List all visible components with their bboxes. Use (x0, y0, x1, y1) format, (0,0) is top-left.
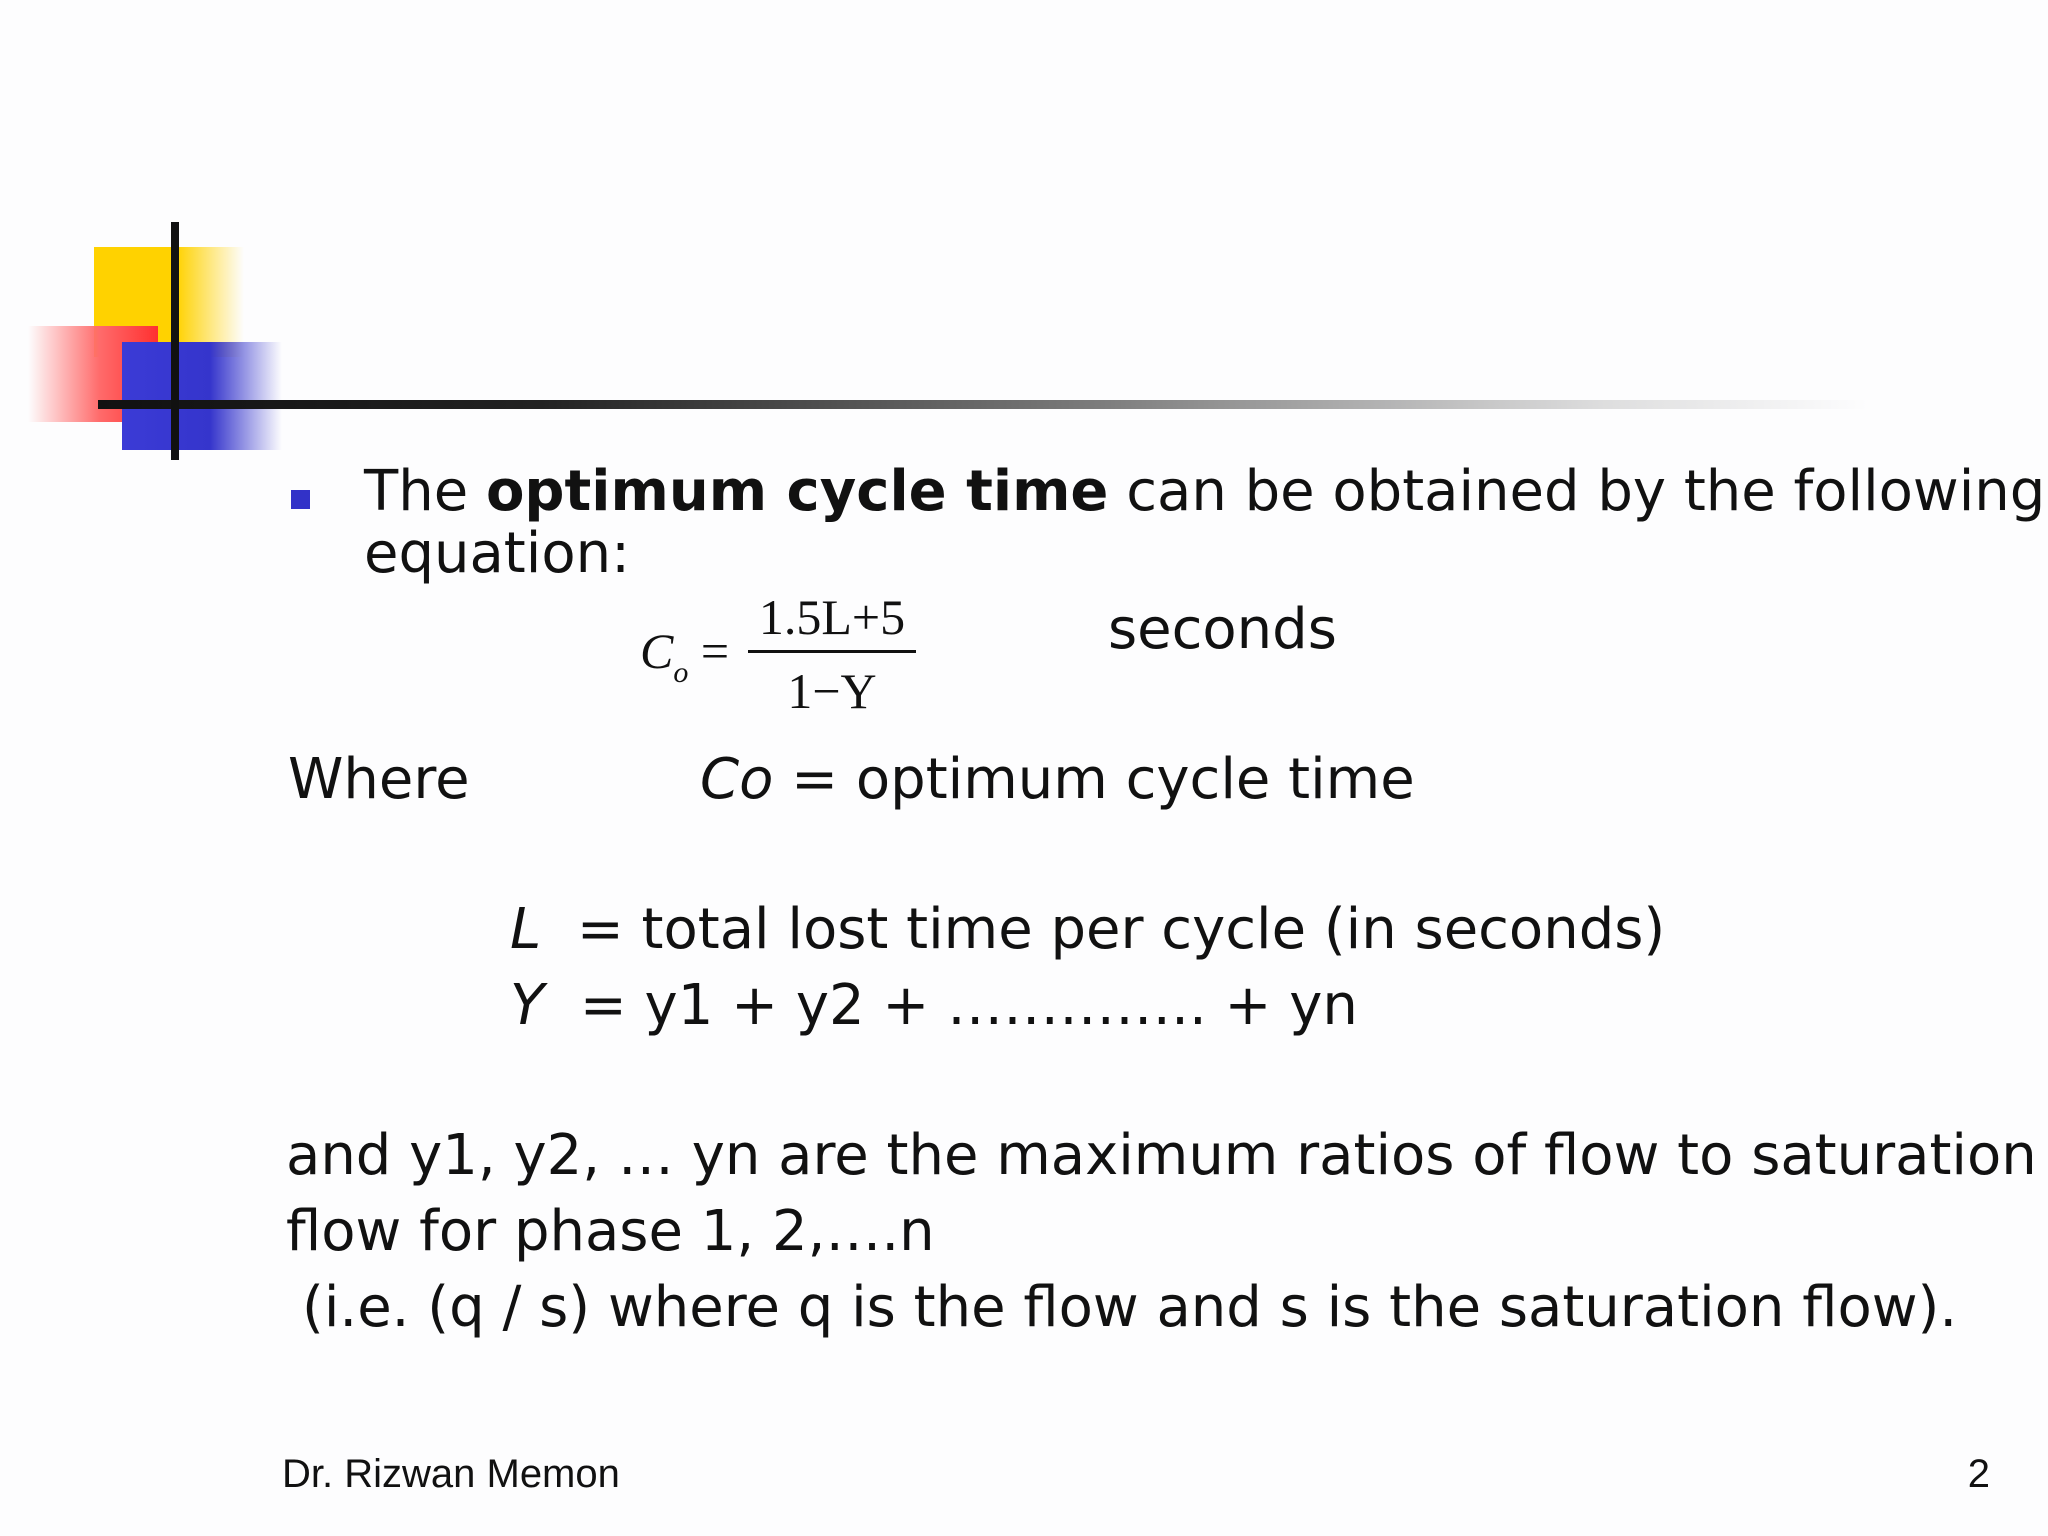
where-co-line (700, 748, 1415, 812)
note-line-2: flow for phase 1, 2,….n (286, 1199, 935, 1264)
bullet-line-1 (364, 460, 2045, 524)
where-y-symbol: Y (510, 973, 545, 1038)
where-label: Where (288, 747, 470, 812)
equation-lhs-symbol: C (640, 623, 674, 679)
bullet-text-before: The (364, 459, 486, 524)
where-co-symbol: Co (700, 747, 774, 812)
equation-lhs-subscript: o (673, 656, 689, 689)
bullet-line-2: equation: (364, 521, 630, 586)
equation-fraction-bar (748, 650, 916, 653)
bullet-text-bold: optimum cycle time (485, 459, 1109, 524)
where-l-symbol: L (510, 897, 542, 962)
equation-lhs (640, 623, 730, 689)
decor-vertical-rule (171, 222, 179, 460)
equation-numerator: 1.5L+5 (758, 589, 906, 645)
where-y-line (510, 974, 1358, 1038)
note-line-1: and y1, y2, … yn are the maximum ratios of flow to saturation (286, 1123, 2037, 1188)
where-l-def: = total lost time per cycle (in seconds) (576, 897, 1666, 962)
decor-blue-square (122, 342, 282, 450)
bullet-square-icon (291, 490, 310, 509)
where-l-line (510, 898, 1665, 962)
bullet-text-after: can be obtained by the following (1108, 459, 2046, 524)
decor-horizontal-rule (98, 400, 1868, 409)
equation-denominator: 1−Y (787, 663, 877, 719)
equation-equals: = (700, 623, 730, 679)
footer-author: Dr. Rizwan Memon (282, 1452, 620, 1496)
note-line-3: (i.e. (q / s) where q is the flow and s is the saturation flow). (302, 1275, 1958, 1340)
where-y-def: = y1 + y2 + ………….. + yn (579, 973, 1358, 1038)
page-number: 2 (1967, 1452, 1990, 1496)
equation-unit: seconds (1108, 597, 1337, 662)
where-co-def: = optimum cycle time (773, 747, 1415, 812)
